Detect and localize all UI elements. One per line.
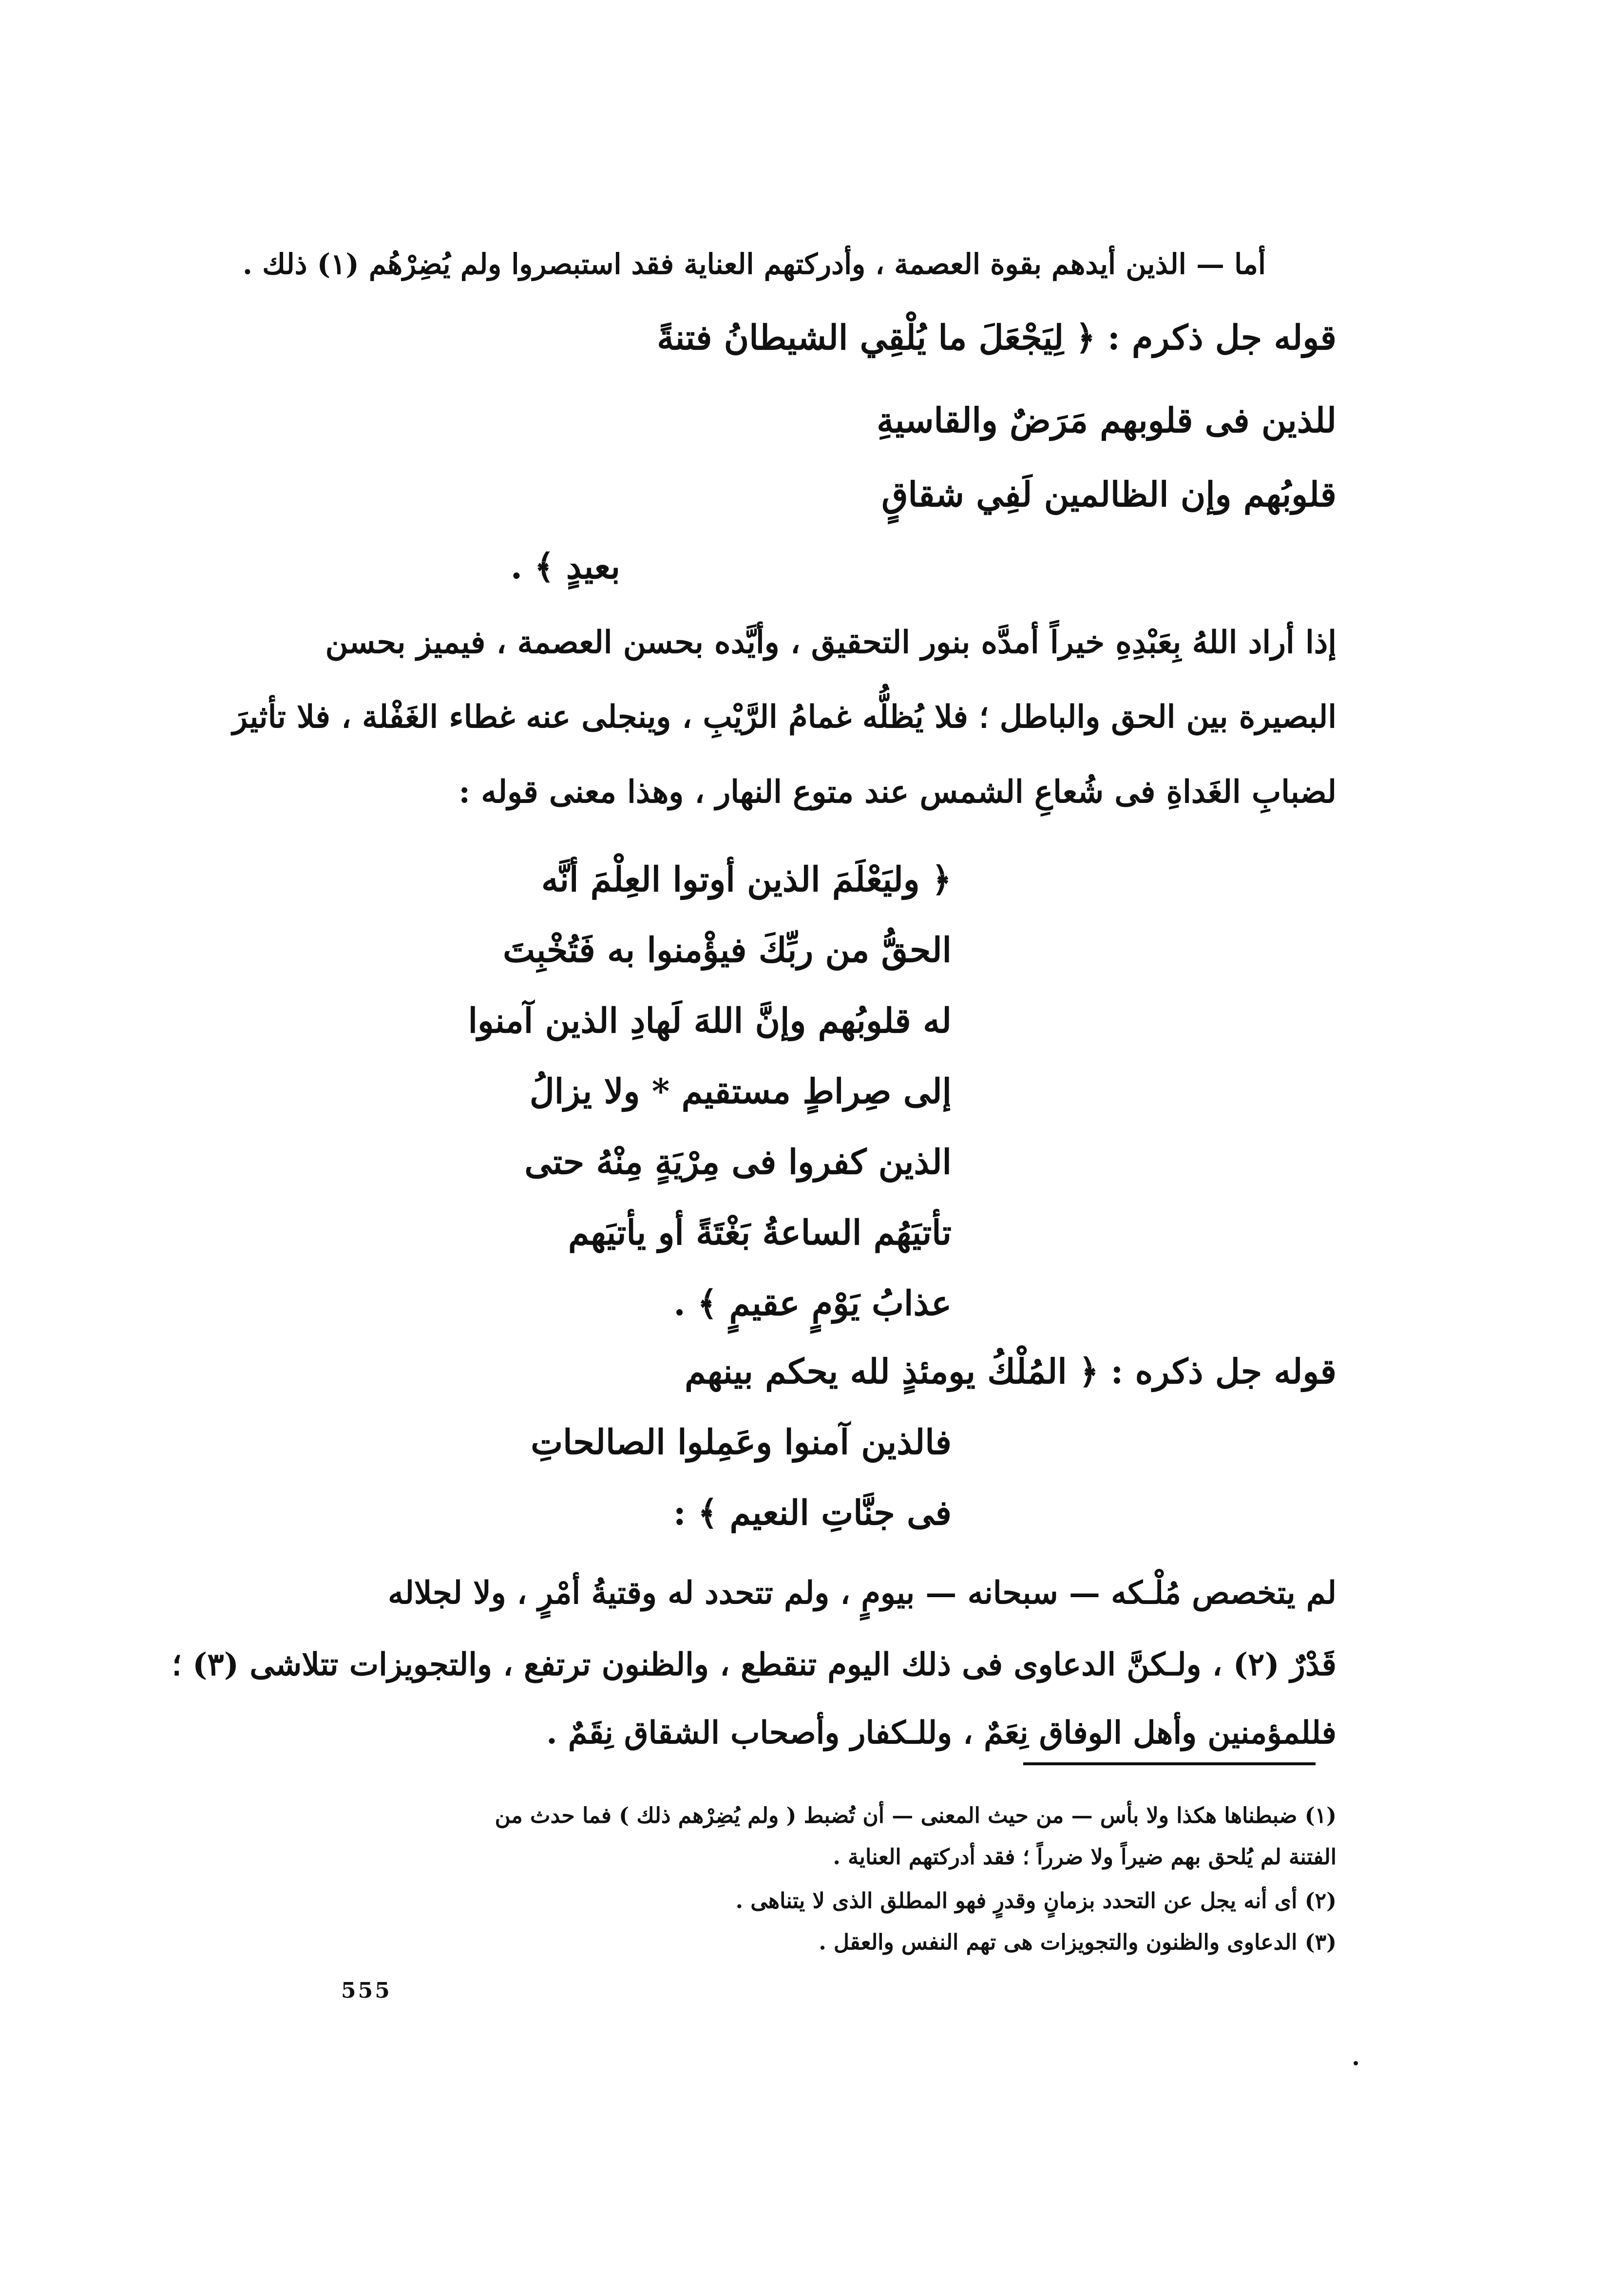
verse-line: إلى صِراطٍ مستقيم * ولا يزالُ	[529, 1071, 952, 1111]
footnote-line: (٢) أى أنه يجل عن التحدد بزمانٍ وقدرٍ فهو المطلق الذى لا يتناهى .	[735, 1889, 1337, 1913]
verse-line: للذين فى قلوبهم مَرَضٌ والقاسيةِ	[877, 400, 1337, 440]
verse-line: الحقُّ من ربِّكَ فيؤْمنوا به فَتُخْبِتَ	[503, 930, 952, 970]
verse-line: له قلوبُهم وإنَّ اللهَ لَهادِ الذين آمنوا	[468, 1000, 952, 1041]
verse-line: ﴿ وليَعْلَمَ الذين أوتوا العِلْمَ أنَّه	[541, 859, 952, 899]
verse-line: عذابُ يَوْمٍ عقيمٍ ﴾ .	[673, 1283, 952, 1323]
commentary-line: إذا أراد اللهُ بِعَبْدِهِ خيراً أمدَّه بنور التحقيق ، وأيَّده بحسن العصمة ، فيميز بحسن	[325, 624, 1337, 661]
intro-paragraph: أما — الذين أيدهم بقوة العصمة ، وأدركتهم العناية فقد استبصروا ولم يُضِرْهُم (١) ذلك .	[242, 248, 1266, 281]
verse-line: تأتيَهُم الساعةُ بَغْتَةً أو يأتيَهم	[568, 1212, 952, 1253]
speck-mark	[1354, 2061, 1358, 2065]
page-number: 555	[341, 1978, 392, 2003]
verse-line: قلوبُهم وإن الظالمين لَفِي شقاقٍ	[881, 474, 1337, 515]
footnote-line: (١) ضبطناها هكذا ولا بأس — من حيث المعنى — أن تُضبط ( ولم يُضِرْهم ذلك ) فما حدث من	[495, 1803, 1337, 1828]
footnote-line: (٣) الدعاوى والظنون والتجويزات هى تهم النفس والعقل .	[819, 1930, 1337, 1955]
commentary-line: البصيرة بين الحق والباطل ؛ فلا يُظلُّه غمامُ الرَّيْبِ ، وينجلى عنه غطاء الغَفْلة ، فلا تأثيرَ	[232, 699, 1337, 735]
verse-line: قوله جل ذكره : ﴿ المُلْكُ يومئذٍ لله يحكم بينهم	[685, 1351, 1337, 1392]
verse-line: فالذين آمنوا وعَمِلوا الصالحاتِ	[531, 1422, 952, 1462]
footnote-separator	[1023, 1762, 1316, 1765]
verse-line: الذين كفروا فى مِرْيَةٍ مِنْهُ حتى	[524, 1142, 952, 1182]
footnote-line: الفتنة لم يُلحق بهم ضيراً ولا ضرراً ؛ فقد أدركتهم العناية .	[833, 1845, 1337, 1870]
commentary-line: لضبابِ الغَداةِ فى شُعاعِ الشمس عند متوع النهار ، وهذا معنى قوله :	[459, 774, 1337, 810]
verse-line: فى جنَّاتِ النعيم ﴾ :	[673, 1492, 952, 1533]
commentary-line: لم يتخصص مُلْـكه — سبحانه — بيومٍ ، ولم تتحدد له وقتيةُ أمْرٍ ، ولا لجلاله	[388, 1575, 1337, 1611]
verse-line: بعيدٍ ﴾ .	[510, 546, 620, 587]
verse-line: قوله جل ذكرم : ﴿ لِيَجْعَلَ ما يُلْقِي الشيطانُ فتنةً	[657, 317, 1337, 358]
commentary-line: قَدْرٌ (٢) ، ولـكنَّ الدعاوى فى ذلك اليوم تنقطع ، والظنون ترتفع ، والتجويزات تتلاشى (٣) ؛	[172, 1646, 1337, 1683]
commentary-line: فللمؤمنين وأهل الوفاق نِعَمٌ ، وللـكفار وأصحاب الشقاق نِقَمٌ .	[546, 1715, 1337, 1751]
